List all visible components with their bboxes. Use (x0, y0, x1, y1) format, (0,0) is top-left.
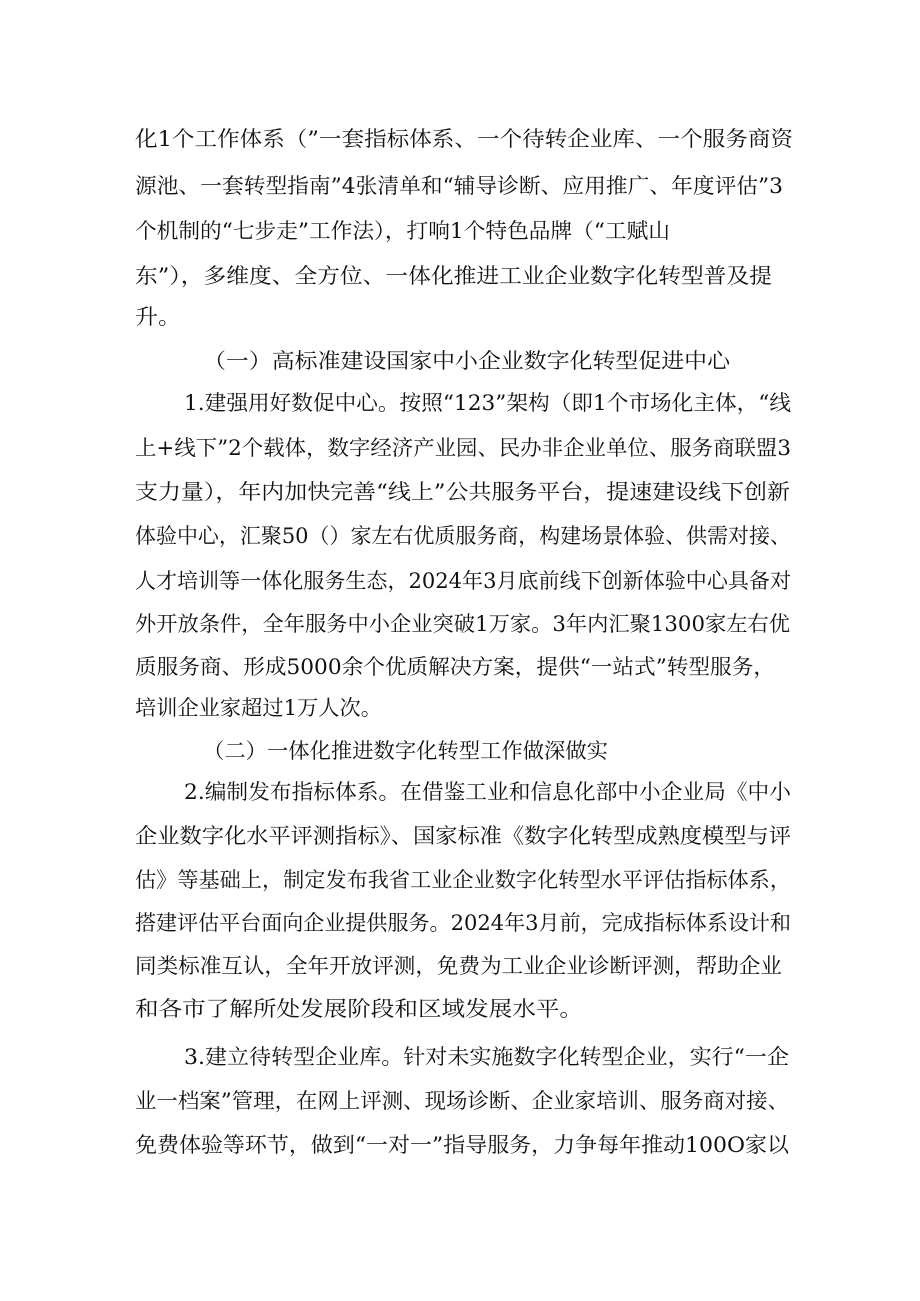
line-text: 业一档案”管理，在网上评测、现场诊断、企业家培训、服务商对接、 (135, 1089, 789, 1113)
line-text: 升。 (135, 305, 181, 329)
line-text: 源池、一套转型指南”4张清单和“辅导诊断、应用推广、年度评估”3 (135, 174, 783, 198)
body-line (0, 690, 920, 726)
body-line (0, 430, 920, 466)
line-text: 人才培训等一体化服务生态，2024年3月底前线下创新体验中心具备对 (135, 569, 791, 593)
body-line (0, 774, 920, 810)
body-line (0, 948, 920, 984)
body-line (0, 649, 920, 685)
line-text: 个机制的“七步走”工作法），打响1个特色品牌（“工赋山 (135, 219, 670, 243)
section-heading-text: （二）一体化推进数字化转型工作做深做实 (203, 739, 608, 763)
body-line (0, 563, 920, 599)
body-line (0, 1127, 920, 1163)
body-line (0, 862, 920, 898)
body-line (0, 121, 920, 157)
body-line (0, 299, 920, 335)
line-text: 企业数字化水平评测指标》、国家标准《数字化转型成熟度模型与评 (135, 824, 791, 848)
body-line (0, 518, 920, 554)
body-line (0, 905, 920, 941)
body-line (0, 258, 920, 294)
line-text: 体验中心，汇聚50（）家左右优质服务商，构建场景体验、供需对接、 (135, 524, 791, 548)
body-line (0, 1039, 920, 1075)
line-text: 东”），多维度、全方位、一体化推进工业企业数字化转型普及提 (135, 264, 772, 288)
line-text: 免费体验等环节，做到“一对一”指导服务，力争每年推动100O家以 (135, 1133, 789, 1157)
section-heading (0, 733, 920, 769)
line-text: 1.建强用好数促中心。按照“123”架构（即1个市场化主体，“线 (184, 391, 791, 415)
body-line (0, 168, 920, 204)
section-heading-text: （一）高标准建设国家中小企业数字化转型促进中心 (203, 349, 730, 373)
body-line (0, 818, 920, 854)
line-text: 搭建评估平台面向企业提供服务。2024年3月前，完成指标体系设计和 (135, 911, 791, 935)
line-text: 外开放条件，全年服务中小企业突破1万家。3年内汇聚1300家左右优 (135, 612, 790, 636)
line-text: 质服务商、形成5000余个优质解决方案，提供“一站式”转型服务， (135, 655, 775, 679)
line-text: 化1个工作体系（”一套指标体系、一个待转企业库、一个服务商资 (135, 127, 793, 151)
body-line (0, 213, 920, 249)
line-text: 同类标准互认，全年开放评测，免费为工业企业诊断评测，帮助企业 (135, 954, 782, 978)
body-line (0, 1083, 920, 1119)
line-text: 3.建立待转型企业库。针对未实施数字化转型企业，实行“一企 (184, 1045, 789, 1069)
body-line (0, 991, 920, 1027)
line-text: 上+线下”2个载体，数字经济产业园、民办非企业单位、服务商联盟3 (135, 436, 791, 460)
body-line (0, 385, 920, 421)
line-text: 培训企业家超过1万人次。 (135, 696, 382, 720)
line-text: 2.编制发布指标体系。在借鉴工业和信息化部中小企业局《中小 (184, 780, 791, 804)
line-text: 支力量），年内加快完善“线上”公共服务平台，提速建设线下创新 (135, 480, 790, 504)
body-line (0, 606, 920, 642)
body-line (0, 474, 920, 510)
line-text: 估》等基础上，制定发布我省工业企业数字化转型水平评估指标体系， (135, 868, 791, 892)
section-heading (0, 343, 920, 379)
line-text: 和各市了解所处发展阶段和区域发展水平。 (135, 997, 583, 1021)
